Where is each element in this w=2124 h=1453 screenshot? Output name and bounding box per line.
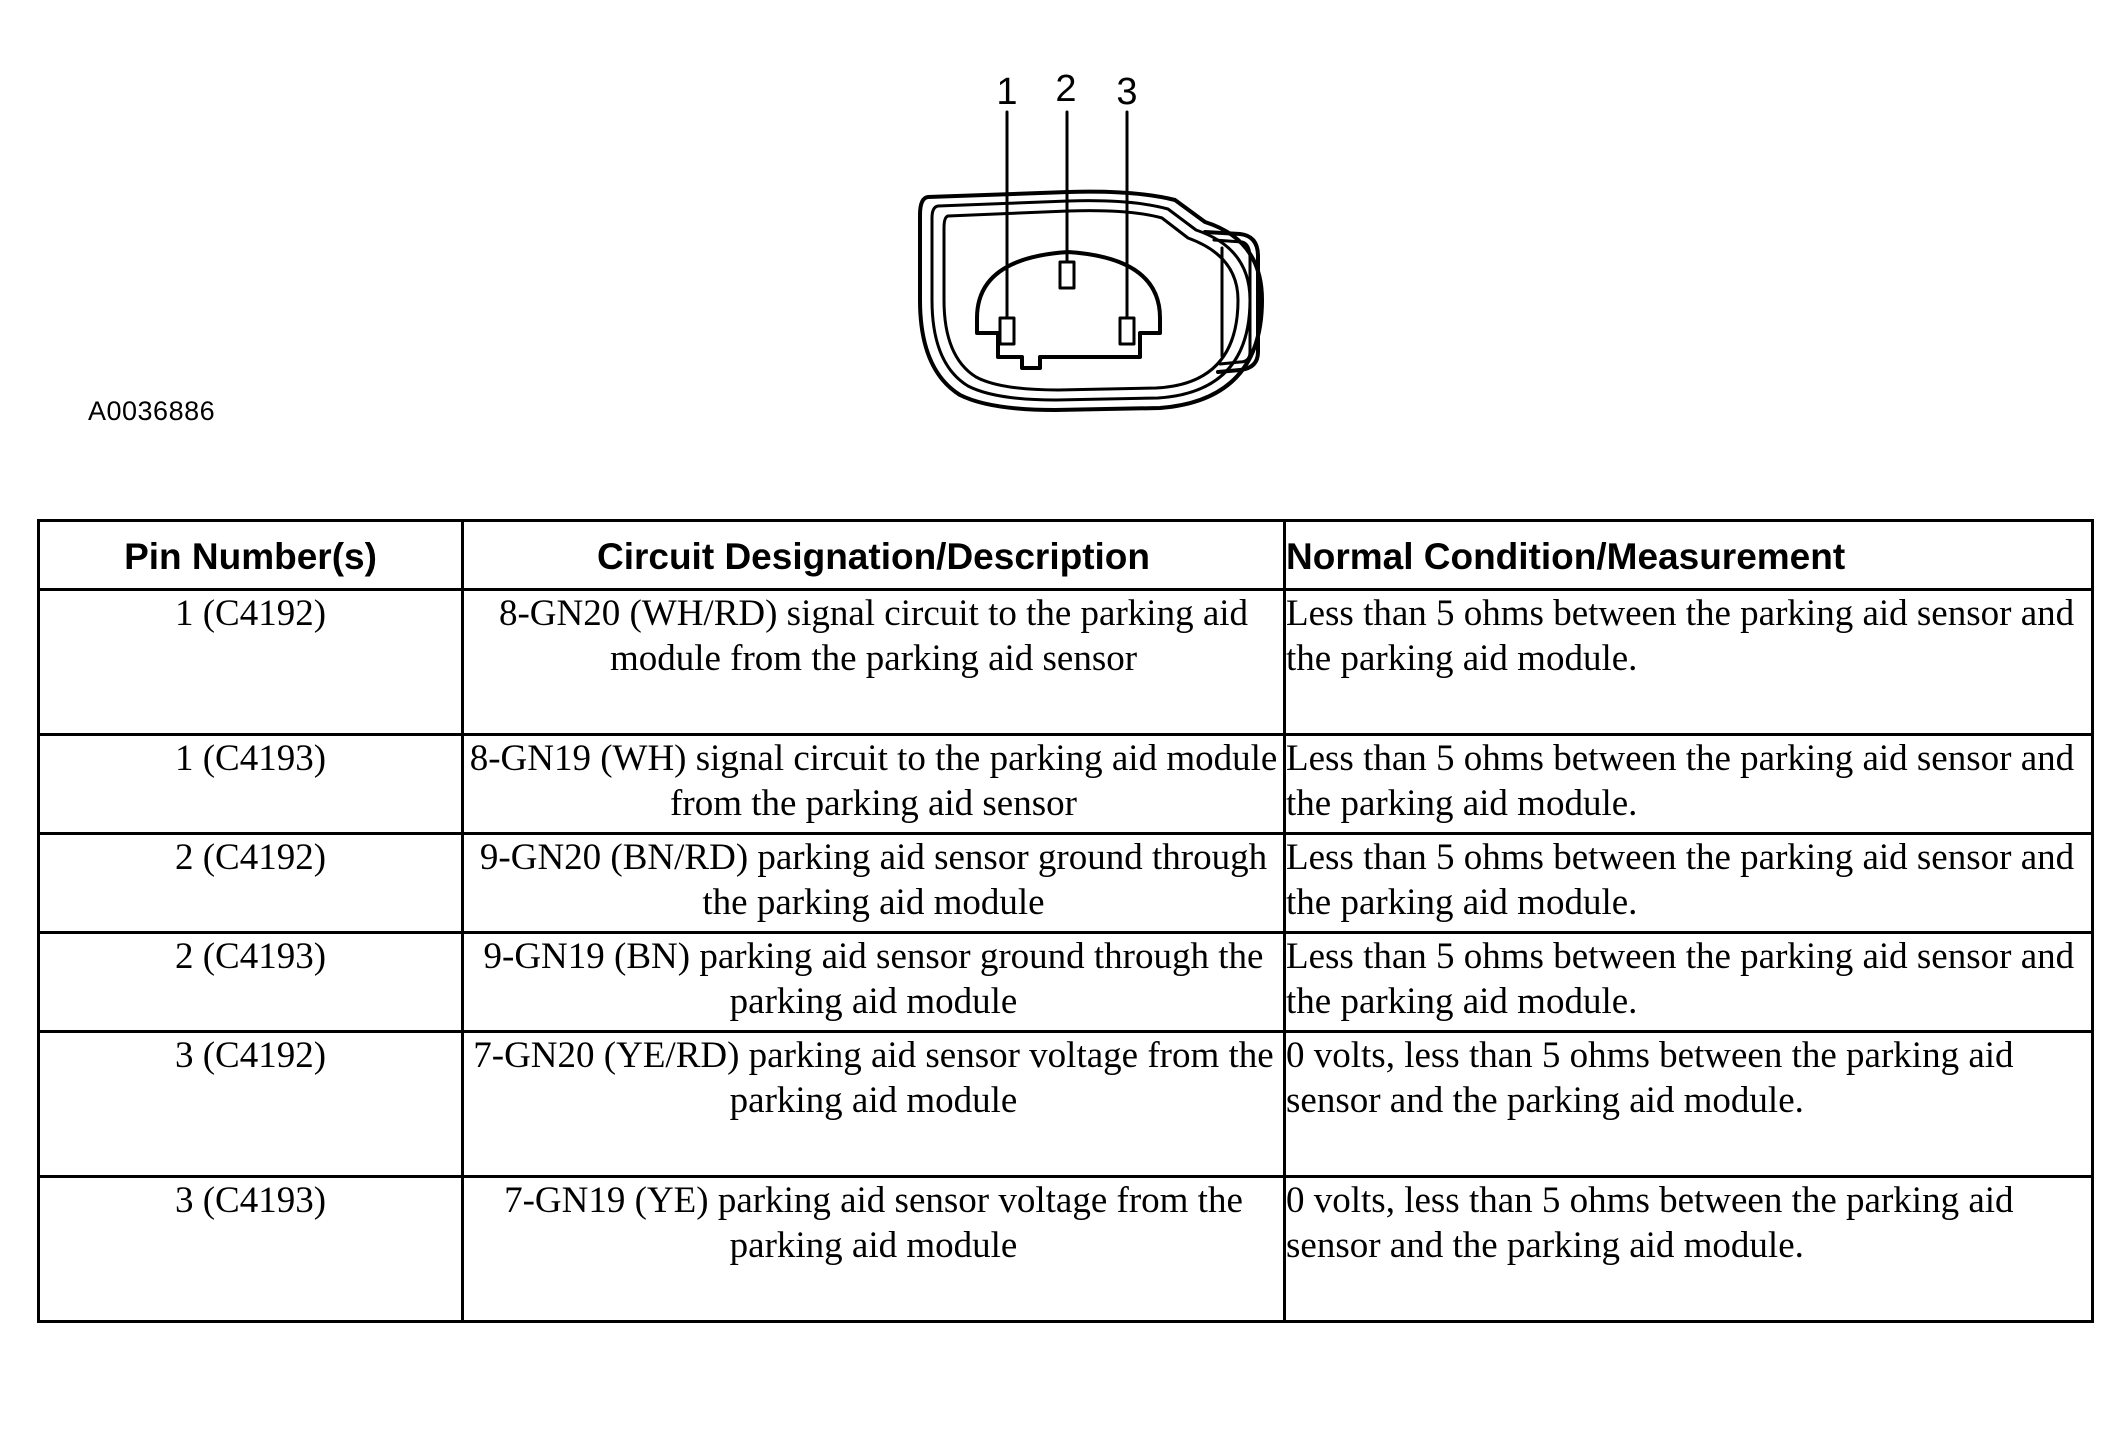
figure-id: A0036886 xyxy=(88,396,216,426)
condition-cell: Less than 5 ohms between the parking aid sensor and the parking aid module. xyxy=(1285,590,2093,735)
pin-3-label: 3 xyxy=(1116,71,1138,113)
circuit-cell: 9-GN19 (BN) parking aid sensor ground through the parking aid module xyxy=(463,933,1285,1032)
connector-diagram xyxy=(0,0,2124,500)
table-row xyxy=(39,933,2093,1032)
header-pin-numbers: Pin Number(s) xyxy=(39,521,463,590)
pin-cell: 2 (C4193) xyxy=(39,933,463,1032)
table-row xyxy=(39,735,2093,834)
pin-cell: 3 (C4192) xyxy=(39,1032,463,1177)
circuit-cell: 7-GN19 (YE) parking aid sensor voltage from the parking aid module xyxy=(463,1177,1285,1322)
connector-housing-outer xyxy=(920,192,1262,410)
pinout-table xyxy=(37,519,2094,1323)
header-normal-condition: Normal Condition/Measurement xyxy=(1285,521,2093,590)
pin-cell: 2 (C4192) xyxy=(39,834,463,933)
connector-housing-seal xyxy=(944,211,1238,390)
circuit-cell: 7-GN20 (YE/RD) parking aid sensor voltage from the parking aid module xyxy=(463,1032,1285,1177)
table-row xyxy=(39,1032,2093,1177)
pin-2-terminal xyxy=(1060,262,1074,288)
table-row xyxy=(39,590,2093,735)
pin-2-label: 2 xyxy=(1055,68,1077,110)
connector-cavity xyxy=(977,252,1160,368)
condition-cell: 0 volts, less than 5 ohms between the parking aid sensor and the parking aid module. xyxy=(1285,1177,2093,1322)
pin-1-terminal xyxy=(1000,318,1014,344)
pin-cell: 1 (C4193) xyxy=(39,735,463,834)
table-header-row xyxy=(39,521,2093,590)
condition-cell: Less than 5 ohms between the parking aid sensor and the parking aid module. xyxy=(1285,834,2093,933)
header-circuit-description: Circuit Designation/Description xyxy=(463,521,1285,590)
table-row xyxy=(39,1177,2093,1322)
table-row xyxy=(39,834,2093,933)
condition-cell: Less than 5 ohms between the parking aid sensor and the parking aid module. xyxy=(1285,735,2093,834)
pin-3-terminal xyxy=(1120,318,1134,344)
circuit-cell: 8-GN20 (WH/RD) signal circuit to the parking aid module from the parking aid sensor xyxy=(463,590,1285,735)
pin-cell: 1 (C4192) xyxy=(39,590,463,735)
condition-cell: Less than 5 ohms between the parking aid sensor and the parking aid module. xyxy=(1285,933,2093,1032)
circuit-cell: 8-GN19 (WH) signal circuit to the parking aid module from the parking aid sensor xyxy=(463,735,1285,834)
pin-1-label: 1 xyxy=(996,71,1018,113)
pin-cell: 3 (C4193) xyxy=(39,1177,463,1322)
condition-cell: 0 volts, less than 5 ohms between the parking aid sensor and the parking aid module. xyxy=(1285,1032,2093,1177)
circuit-cell: 9-GN20 (BN/RD) parking aid sensor ground through the parking aid module xyxy=(463,834,1285,933)
